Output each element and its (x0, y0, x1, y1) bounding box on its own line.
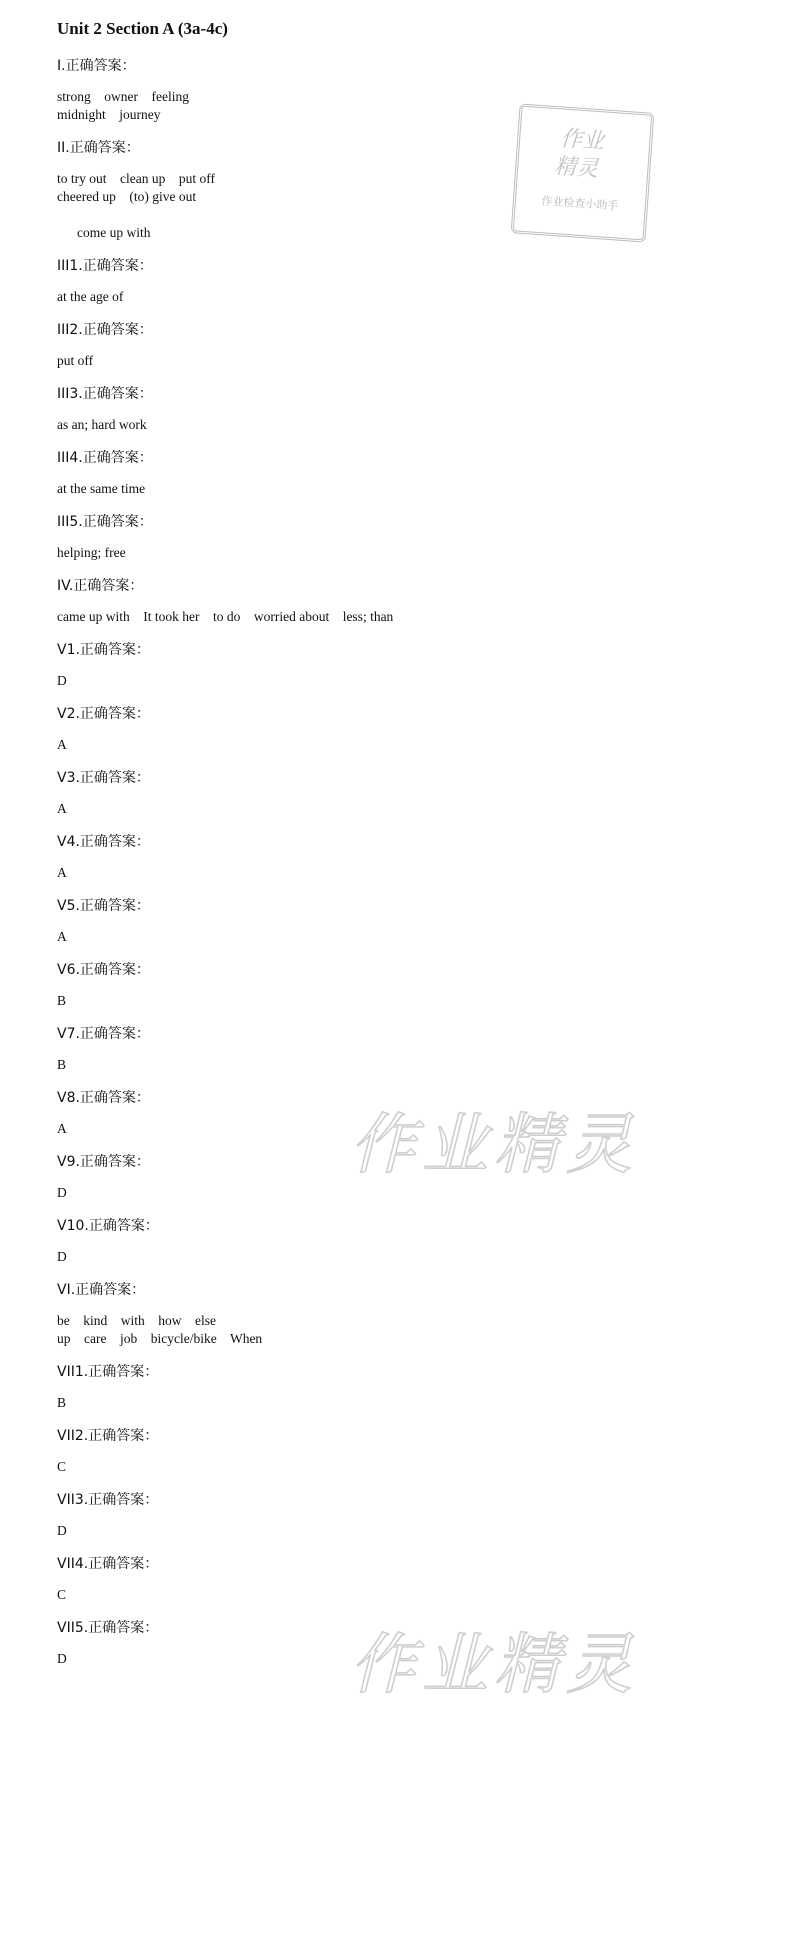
section-label: VII1.正确答案： (57, 1364, 159, 1380)
answer-section (57, 1362, 757, 1412)
answer-line: midnight journey (57, 107, 161, 122)
section-label: V3.正确答案： (57, 770, 150, 786)
answer-block (57, 352, 757, 370)
answer-section (57, 1426, 757, 1476)
section-label: V8.正确答案： (57, 1090, 150, 1106)
answer-block (57, 1586, 757, 1604)
answer-section (57, 1618, 757, 1668)
answer-line: D (57, 1249, 67, 1264)
answer-block (57, 1458, 757, 1476)
section-label: V2.正确答案： (57, 706, 150, 722)
answer-block (57, 736, 757, 754)
answer-block (57, 1184, 757, 1202)
answer-line: at the same time (57, 481, 146, 496)
answer-section (57, 640, 757, 690)
answer-section (57, 1088, 757, 1138)
answer-line: A (57, 865, 67, 880)
answer-sections (57, 56, 757, 1668)
stamp-text-3: 作业检查小助手 (541, 194, 619, 213)
answer-section (57, 768, 757, 818)
section-label: II.正确答案： (57, 140, 140, 156)
answer-block (57, 288, 757, 306)
answer-line: C (57, 1587, 67, 1602)
answer-section (57, 1490, 757, 1540)
page-title: Unit 2 Section A (3a-4c) (57, 19, 228, 38)
answer-section (57, 448, 757, 498)
answer-line-extra: come up with (77, 225, 151, 240)
answer-block (57, 1056, 757, 1074)
answer-block (57, 1650, 757, 1668)
answer-block (57, 1120, 757, 1138)
answer-line: as an; hard work (57, 417, 147, 432)
section-label: V4.正确答案： (57, 834, 150, 850)
stamp-text-1: 作业 (559, 126, 606, 155)
answer-block (57, 672, 757, 690)
answer-block (57, 992, 757, 1010)
answer-line: D (57, 1523, 67, 1538)
section-label: III4.正确答案： (57, 450, 153, 466)
answer-block (57, 608, 757, 626)
answer-section (57, 832, 757, 882)
answer-block (57, 480, 757, 498)
answer-line: up care job bicycle/bike When (57, 1331, 263, 1346)
answer-section (57, 960, 757, 1010)
section-label: VII4.正确答案： (57, 1556, 159, 1572)
answer-line: A (57, 929, 67, 944)
section-label: III5.正确答案： (57, 514, 153, 530)
section-label: III3.正确答案： (57, 386, 153, 402)
answer-section (57, 1554, 757, 1604)
section-label: V9.正确答案： (57, 1154, 150, 1170)
section-label: V7.正确答案： (57, 1026, 150, 1042)
answer-block (57, 1248, 757, 1266)
answer-line: strong owner feeling (57, 89, 189, 104)
section-label: VII5.正确答案： (57, 1620, 159, 1636)
watermark-text-1: 作业精灵 (350, 1106, 638, 1183)
section-label: V10.正确答案： (57, 1218, 159, 1234)
section-label: VII2.正确答案： (57, 1428, 159, 1444)
answer-block (57, 1312, 757, 1348)
answer-block (57, 864, 757, 882)
answer-block (57, 1522, 757, 1540)
answer-section (57, 704, 757, 754)
watermark-text-2: 作业精灵 (350, 1626, 638, 1703)
answer-line: B (57, 993, 67, 1008)
answer-line: D (57, 1185, 67, 1200)
answer-block (57, 928, 757, 946)
answer-line: D (57, 673, 67, 688)
section-label: V6.正确答案： (57, 962, 150, 978)
answer-line: B (57, 1057, 67, 1072)
watermark-stamp (511, 103, 655, 242)
answer-line: A (57, 801, 67, 816)
section-label: I.正确答案： (57, 58, 136, 74)
answer-block (57, 800, 757, 818)
answer-line: put off (57, 353, 94, 368)
section-label: III1.正确答案： (57, 258, 153, 274)
answer-line: B (57, 1395, 67, 1410)
section-label: VII3.正确答案： (57, 1492, 159, 1508)
section-label: III2.正确答案： (57, 322, 153, 338)
answer-section (57, 1024, 757, 1074)
stamp-text-2: 精灵 (553, 154, 600, 183)
section-label: V1.正确答案： (57, 642, 150, 658)
answer-section (57, 512, 757, 562)
answer-line: A (57, 737, 67, 752)
stamp-graphic (514, 107, 651, 240)
answer-block (57, 170, 757, 242)
answer-line: helping; free (57, 545, 126, 560)
answer-line: cheered up (to) give out (57, 189, 197, 204)
answer-line: at the age of (57, 289, 124, 304)
answer-document (57, 18, 757, 1682)
answer-section (57, 256, 757, 306)
answer-section (57, 384, 757, 434)
answer-section (57, 1216, 757, 1266)
answer-line: C (57, 1459, 67, 1474)
answer-section (57, 1280, 757, 1348)
section-label: V5.正确答案： (57, 898, 150, 914)
answer-section (57, 896, 757, 946)
answer-line: came up with It took her to do worried about less; than (57, 609, 394, 624)
answer-line: be kind with how else (57, 1313, 216, 1328)
answer-block (57, 544, 757, 562)
answer-block (57, 1394, 757, 1412)
answer-section (57, 576, 757, 626)
section-label: VI.正确答案： (57, 1282, 146, 1298)
answer-section (57, 320, 757, 370)
answer-block (57, 416, 757, 434)
answer-line: A (57, 1121, 67, 1136)
answer-line: D (57, 1651, 67, 1666)
section-label: IV.正确答案： (57, 578, 144, 594)
answer-section (57, 1152, 757, 1202)
answer-line: to try out clean up put off (57, 171, 215, 186)
answer-section (57, 138, 757, 242)
